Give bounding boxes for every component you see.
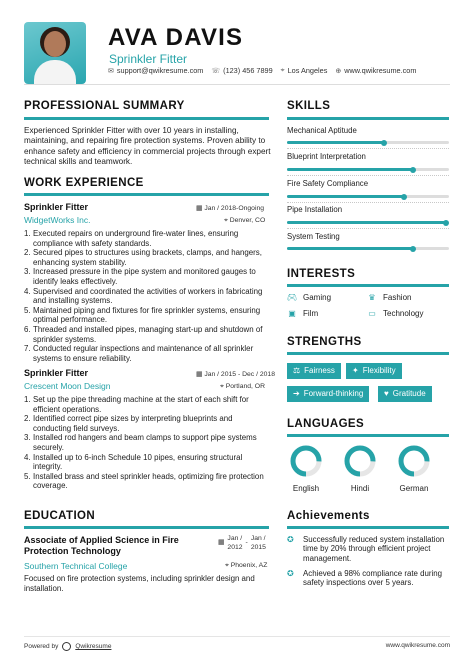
language-label: English bbox=[292, 484, 320, 493]
job-title: Sprinkler Fitter bbox=[24, 202, 89, 212]
education-dates: ▦ Jan / 2012 - Jan / 2015 bbox=[218, 535, 266, 551]
pin-icon: ⌖ bbox=[224, 217, 228, 224]
skill-bar-knob bbox=[401, 194, 407, 200]
candidate-role: Sprinkler Fitter bbox=[109, 52, 188, 66]
skills-title: SKILLS bbox=[287, 100, 331, 112]
skill-bar bbox=[287, 141, 449, 144]
education-school: Southern Technical College bbox=[24, 561, 128, 571]
summary-title-rule bbox=[24, 117, 269, 120]
achievements-title: Achievements bbox=[287, 510, 370, 522]
profile-photo bbox=[24, 22, 86, 84]
language-ring bbox=[290, 445, 322, 477]
contact-email[interactable]: support@qwikresume.com bbox=[116, 66, 204, 75]
languages-title: LANGUAGES bbox=[287, 418, 365, 430]
flexibility-icon: ✦ bbox=[352, 366, 359, 375]
job-location: ⌖ Denver, CO bbox=[224, 217, 266, 224]
skill-bar bbox=[287, 195, 449, 198]
strength-tag: ⚖ Fairness bbox=[287, 363, 341, 379]
skill-bar-knob bbox=[410, 246, 416, 252]
list-item: 2. Secured pipes to structures using brackets, clamps, and hangers, enhancing system stability. bbox=[24, 248, 262, 267]
job-dates: ▦ Jan / 2018-Ongoing bbox=[196, 205, 265, 212]
laptop-icon: ▭ bbox=[368, 309, 376, 318]
interest-item: ♛ Fashion bbox=[368, 293, 412, 302]
strength-tag: ✦ Flexibility bbox=[346, 363, 402, 379]
calendar-icon: ▦ bbox=[196, 371, 203, 378]
skill-label: Fire Safety Compliance bbox=[287, 179, 369, 188]
skill-separator bbox=[287, 148, 449, 149]
contact-location: Los Angeles bbox=[287, 66, 328, 75]
skill-separator bbox=[287, 228, 449, 229]
powered-by: Powered by Qwikresume bbox=[24, 643, 112, 650]
experience-title-rule bbox=[24, 193, 269, 196]
skill-bar-knob bbox=[443, 220, 449, 226]
interests-title-rule bbox=[287, 284, 449, 287]
interest-item: 🎮︎ Gaming bbox=[287, 293, 332, 302]
interest-item: ▭ Technology bbox=[368, 309, 424, 318]
skills-title-rule bbox=[287, 117, 449, 120]
strength-tag: ➔ Forward-thinking bbox=[287, 386, 369, 402]
language-ring bbox=[344, 445, 376, 477]
skill-bar-fill bbox=[287, 195, 404, 198]
skill-bar bbox=[287, 221, 449, 224]
job-bullets bbox=[24, 395, 269, 491]
skill-label: Blueprint Interpretation bbox=[287, 152, 366, 161]
list-item: 7. Conducted regular inspections and maintenance of all sprinkler systems to ensure reliability. bbox=[24, 344, 254, 363]
job-location: ⌖ Portland, OR bbox=[220, 383, 266, 390]
location-icon: ⌖ bbox=[280, 66, 285, 74]
list-item: 3. Installed rod hangers and beam clamps to support pipe systems securely. bbox=[24, 433, 257, 452]
candidate-name: AVA DAVIS bbox=[108, 24, 244, 51]
job-dates: ▦ Jan / 2015 - Dec / 2018 bbox=[196, 371, 275, 378]
mail-icon: ✉ bbox=[108, 67, 114, 75]
check-badge-icon: ✪ bbox=[287, 535, 294, 544]
degree-title: Associate of Applied Science in Fire Protection Technology bbox=[24, 535, 179, 556]
skill-bar-fill bbox=[287, 141, 384, 144]
skill-label: System Testing bbox=[287, 232, 340, 241]
skill-label: Mechanical Aptitude bbox=[287, 126, 357, 135]
footer-website[interactable]: www.qwikresume.com bbox=[385, 642, 450, 649]
list-item: 2. Identified correct pipe sizes by interpreting blueprints and conducting field surveys. bbox=[24, 414, 233, 433]
summary-title: PROFESSIONAL SUMMARY bbox=[24, 100, 185, 112]
list-item: 5. Installed brass and steel sprinkler heads, optimizing fire protection coverage. bbox=[24, 471, 264, 491]
job-company: Crescent Moon Design bbox=[24, 381, 111, 391]
skill-separator bbox=[287, 175, 449, 176]
language-ring bbox=[398, 445, 430, 477]
skill-bar bbox=[287, 247, 449, 250]
skill-label: Pipe Installation bbox=[287, 205, 343, 214]
heart-icon: ♥ bbox=[384, 389, 389, 398]
skill-bar-fill bbox=[287, 247, 413, 250]
list-item: 4. Supervised and coordinated the activities of workers in fabricating and installing systems. bbox=[24, 286, 263, 306]
strength-tag: ♥ Gratitude bbox=[378, 386, 432, 402]
list-item: 5. Maintained piping and fixtures for fire sprinkler systems, ensuring optimal performance. bbox=[24, 305, 261, 325]
brand-link[interactable]: Qwikresume bbox=[75, 643, 112, 650]
achievements-title-rule bbox=[287, 526, 449, 529]
header-divider bbox=[24, 84, 450, 85]
phone-icon: ☏ bbox=[211, 67, 221, 75]
skill-bar-fill bbox=[287, 221, 446, 224]
list-item: 3. Increased pressure in the pipe system and monitored gauges to identify leaks effectively. bbox=[24, 267, 256, 286]
achievement-item: ✪ Successfully reduced system installation time by 20% through efficient project management. bbox=[287, 535, 445, 563]
list-item: 6. Threaded and installed pipes, managing start-up and shutdown of sprinkler systems. bbox=[24, 324, 263, 344]
education-location: ⌖ Phoenix, AZ bbox=[225, 562, 268, 569]
gamepad-icon: 🎮︎ bbox=[287, 293, 298, 302]
list-item: 1. Executed repairs on underground fire-water lines, ensuring compliance with safety standards. bbox=[24, 229, 239, 248]
language-label: German bbox=[399, 484, 429, 493]
pin-icon: ⌖ bbox=[225, 562, 229, 569]
skill-bar-fill bbox=[287, 168, 413, 171]
education-title: EDUCATION bbox=[24, 510, 96, 522]
qwikresume-logo-icon bbox=[62, 642, 71, 651]
skill-bar bbox=[287, 168, 449, 171]
summary-text: Experienced Sprinkler Fitter with over 10 years in installing, maintaining, and repairing fire protection systems. Proven ability to enhance safety and efficiency in commercial projects through expert technical skills and teamwork. bbox=[24, 126, 271, 167]
skill-bar-knob bbox=[410, 167, 416, 173]
pin-icon: ⌖ bbox=[220, 383, 224, 390]
skill-bar-knob bbox=[381, 140, 387, 146]
strengths-title-rule bbox=[287, 352, 449, 355]
globe-icon: ⊕ bbox=[335, 67, 342, 75]
contact-bar bbox=[108, 66, 416, 75]
scale-icon: ⚖ bbox=[293, 366, 301, 375]
list-item: 1. Set up the pipe threading machine at the start of each shift for efficient operations. bbox=[24, 395, 249, 414]
experience-title: WORK EXPERIENCE bbox=[24, 177, 144, 189]
fashion-icon: ♛ bbox=[368, 293, 376, 302]
interest-item: ▣ Film bbox=[288, 309, 319, 318]
check-badge-icon: ✪ bbox=[287, 569, 294, 578]
strengths-title: STRENGTHS bbox=[287, 336, 362, 348]
job-company: WidgetWorks Inc. bbox=[24, 215, 91, 225]
language-label: Hindi bbox=[350, 484, 370, 493]
skill-separator bbox=[287, 202, 449, 203]
job-title: Sprinkler Fitter bbox=[24, 368, 89, 378]
education-text: Focused on fire protection systems, including sprinkler design and installation. bbox=[24, 574, 255, 593]
job-bullets bbox=[24, 229, 269, 363]
contact-website[interactable]: www.qwikresume.com bbox=[344, 66, 417, 75]
interests-title: INTERESTS bbox=[287, 268, 356, 280]
calendar-icon: ▦ bbox=[196, 205, 203, 212]
languages-title-rule bbox=[287, 434, 449, 437]
film-icon: ▣ bbox=[288, 309, 296, 318]
footer-divider bbox=[24, 636, 450, 637]
calendar-icon: ▦ bbox=[218, 539, 225, 547]
contact-phone[interactable]: (123) 456 7899 bbox=[223, 66, 273, 75]
list-item: 4. Installed up to 6-inch Schedule 10 pipes, ensuring structural integrity. bbox=[24, 452, 243, 472]
education-title-rule bbox=[24, 526, 269, 529]
forward-icon: ➔ bbox=[293, 389, 300, 398]
achievement-item: ✪ Achieved a 98% compliance rate during safety inspections over 5 years. bbox=[287, 569, 443, 588]
